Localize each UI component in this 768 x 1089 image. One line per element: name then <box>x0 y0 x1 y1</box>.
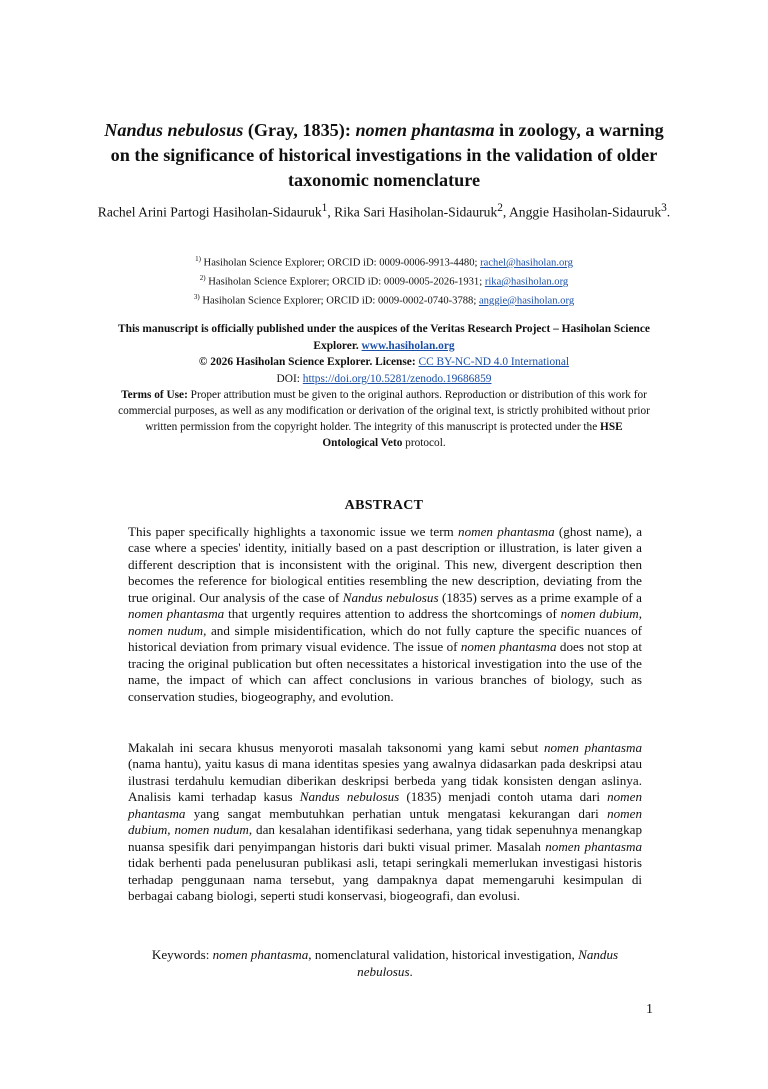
keywords-label: Keywords <box>151 947 206 962</box>
text-run: , <box>638 606 642 622</box>
abstract-indonesian <box>128 740 642 905</box>
publication-notice <box>118 321 650 387</box>
text-run: (1835) serves as a prime example of a <box>438 589 642 605</box>
text-run: yang sangat membutuhkan perhatian untuk mengatasi kekurangan dari <box>185 805 608 821</box>
affiliation-2 <box>100 271 668 290</box>
keyword-italic: nomen phantasma, <box>212 947 312 962</box>
title-rest: in zoology, a warning on the significance of historical investigations in the validation of older taxonomic nomenclature <box>110 120 664 190</box>
paper-title <box>100 118 668 193</box>
terms-end: protocol. <box>402 437 446 449</box>
italic-term: nomen nudum <box>128 622 204 638</box>
license-link[interactable]: CC BY-NC-ND 4.0 International <box>418 356 570 368</box>
title-species-name: Nandus nebulosus <box>104 120 244 140</box>
text-run: , <box>167 822 175 838</box>
title-term: nomen phantasma <box>355 120 495 140</box>
text-run: (nama hantu), yaitu kasus di mana identitas spesies yang awalnya didasarkan pada deskripsi atau ilustrasi terdahulu kemudian diberikan deskripsi berbeda yang tidak konsisten dengan aslinya. Analisis kami terhadap kasus <box>128 756 642 805</box>
email-link-rika[interactable]: rika@hasiholan.org <box>484 276 569 288</box>
text-run: Makalah ini secara khusus menyoroti masalah taksonomi yang kami sebut <box>128 740 544 755</box>
author-end: . <box>666 204 671 220</box>
italic-term: nomen phantasma <box>128 789 642 821</box>
affiliation-sup: 1) <box>195 255 201 263</box>
author-3-sup: 3 <box>661 202 667 214</box>
affiliation-1 <box>100 252 668 271</box>
affiliation-text: Hasiholan Science Explorer; ORCID iD: 0009-0006-9913-4480; <box>200 257 481 269</box>
text-run: (1835) menjadi contoh utama dari <box>399 789 608 805</box>
keyword-italic: Nandus nebulosus <box>357 947 619 979</box>
author-2: Rika Sari Hasiholan-Sidauruk <box>334 204 498 220</box>
text-run: that urgently requires attention to address the shortcomings of <box>224 606 561 622</box>
terms-veto: HSE Ontological Veto <box>322 421 623 449</box>
text-run: tidak berhenti pada penelusuran publikasi asli, tetapi seringkali memerlukan investigasi historis terhadap penggunaan nama tersebut, yang dampaknya dapat memengaruhi kesimpulan di berbagai cabang biologi, seperti studi konservasi, biogeografi, dan evolusi. <box>128 855 642 904</box>
notice-auspices <box>118 321 650 354</box>
keywords-end: . <box>409 964 413 979</box>
email-link-anggie[interactable]: anggie@hasiholan.org <box>478 295 575 307</box>
copyright-text: © 2026 Hasiholan Science Explorer. License: <box>198 356 419 368</box>
email-link-rachel[interactable]: rachel@hasiholan.org <box>480 257 573 269</box>
affiliation-3 <box>100 290 668 309</box>
terms-of-use <box>118 387 650 451</box>
title-authority: (Gray, 1835): <box>243 120 356 140</box>
doi-link[interactable]: https://doi.org/10.5281/zenodo.19686859 <box>302 372 492 385</box>
notice-doi <box>118 371 650 388</box>
italic-term: Nandus nebulosus <box>342 589 439 605</box>
keyword-text: nomenclatural validation, historical investigation, <box>311 947 579 962</box>
text-run: , and simple misidentification, which do not fully capture the specific nuances of historical deviation from primary visual evidence. The issue of <box>128 622 643 655</box>
affiliation-sup: 3) <box>193 293 200 302</box>
page-number: 1 <box>646 1002 653 1017</box>
author-separator: , <box>327 204 335 220</box>
italic-term: nomen dubium <box>128 805 642 838</box>
italic-term: nomen phantasma <box>543 740 643 755</box>
keywords <box>128 946 642 980</box>
text-run: does not stop at tracing the original publication but often necessitates a historical investigation into the use of the name, the impact of which can affect conclusions in various branches of biology, such as conservation studies, biogeography, and evolution. <box>128 639 642 704</box>
author-list <box>96 198 672 223</box>
notice-auspices-text: This manuscript is officially published under the auspices of the Veritas Research Project – Hasiholan Science Explorer. <box>118 323 650 352</box>
abstract-heading: ABSTRACT <box>344 498 424 513</box>
text-run: , dan kesalahan identifikasi sederhana, yang tidak sepenuhnya menangkap nuansa spesifik dari penyimpangan historis dari bukti visual primer. Masalah <box>128 822 643 854</box>
italic-term: nomen phantasma <box>128 606 225 622</box>
doi-label: DOI: <box>276 372 303 385</box>
affiliation-text: Hasiholan Science Explorer; ORCID iD: 0009-0002-0740-3788; <box>199 295 479 307</box>
website-link[interactable]: www.hasiholan.org <box>361 339 455 352</box>
text-run: This paper specifically highlights a taxonomic issue we term <box>128 524 459 539</box>
affiliation-sup: 2) <box>199 274 206 283</box>
affiliation-text: Hasiholan Science Explorer; ORCID iD: 0009-0005-2026-1931; <box>205 276 485 288</box>
italic-term: nomen phantasma <box>545 838 643 854</box>
keywords-colon: : <box>205 947 213 962</box>
italic-term: nomen phantasma <box>460 639 557 655</box>
author-2-sup: 2 <box>497 202 503 214</box>
affiliations <box>100 252 668 309</box>
author-3: Anggie Hasiholan-Sidauruk <box>508 204 662 220</box>
notice-license <box>118 354 650 371</box>
italic-term: nomen nudum <box>174 822 249 838</box>
italic-term: Nandus nebulosus <box>299 789 400 805</box>
terms-label: Terms of Use: <box>121 389 188 401</box>
abstract-english <box>128 524 642 705</box>
terms-text: Proper attribution must be given to the original authors. Reproduction or distribution of this work for commercial purposes, as well as any modification or derivation of the original text, is strictly prohibited without prior written permission from the copyright holder. The integrity of this manuscript is protected under the <box>118 389 650 433</box>
author-separator: , <box>502 204 509 220</box>
author-1-sup: 1 <box>321 202 328 214</box>
text-run: (ghost name), a case where a species' identity, initially based on a past description or illustration, is later given a different description that is inconsistent with the original. This new, divergent description then becomes the reference for biological entities resembling the new description, deviating from the true original. Our analysis of the case of <box>128 524 643 605</box>
italic-term: nomen dubium <box>560 606 639 622</box>
author-1: Rachel Arini Partogi Hasiholan-Sidauruk <box>97 204 322 220</box>
italic-term: nomen phantasma <box>458 524 555 539</box>
